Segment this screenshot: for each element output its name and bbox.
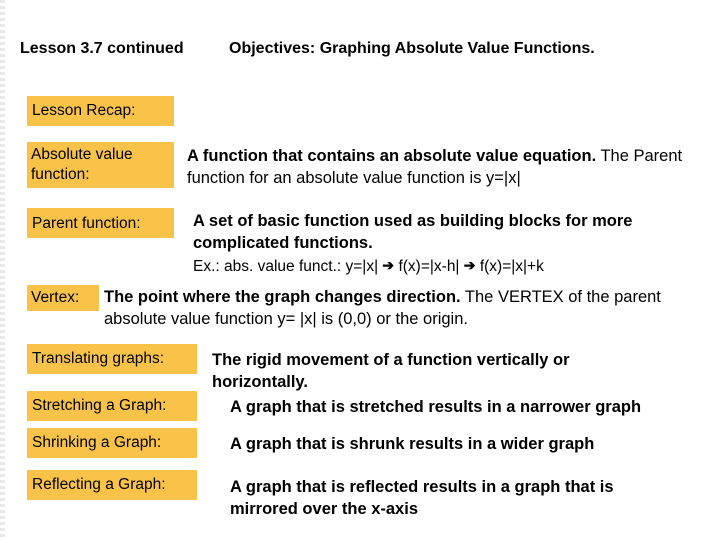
arrow-right-icon: ➔ bbox=[463, 257, 476, 273]
stretching-label: Stretching a Graph: bbox=[27, 391, 197, 421]
lesson-recap-label: Lesson Recap: bbox=[27, 96, 174, 126]
absolute-value-definition bbox=[187, 145, 707, 189]
shrinking-label: Shrinking a Graph: bbox=[27, 428, 197, 458]
arrow-right-icon: ➔ bbox=[382, 257, 395, 273]
parent-function-example bbox=[193, 254, 693, 278]
parent-function-label: Parent function: bbox=[27, 208, 174, 238]
parent-function-definition bbox=[193, 210, 693, 278]
reflecting-label: Reflecting a Graph: bbox=[27, 470, 197, 500]
vertex-def-bold: The point where the graph changes direction. bbox=[104, 288, 461, 306]
translating-label: Translating graphs: bbox=[27, 344, 197, 374]
reflecting-definition: A graph that is reflected results in a graph that is mirrored over the x-axis bbox=[230, 478, 614, 518]
decorative-border bbox=[0, 0, 5, 540]
vertex-definition bbox=[104, 286, 694, 330]
lesson-title: Lesson 3.7 continued bbox=[20, 40, 184, 57]
vertex-label: Vertex: bbox=[27, 285, 99, 311]
shrinking-definition: A graph that is shrunk results in a wider graph bbox=[230, 435, 595, 453]
absolute-value-label: Absolute value function: bbox=[27, 142, 174, 188]
example-part2: f(x)=|x-h| bbox=[394, 258, 464, 275]
example-prefix: Ex.: abs. value funct.: y=|x| bbox=[193, 258, 383, 275]
parent-function-def-bold: A set of basic function used as building blocks for more complicated functions. bbox=[193, 212, 633, 252]
stretching-definition: A graph that is stretched results in a narrower graph bbox=[230, 398, 642, 416]
objectives-title: Objectives: Graphing Absolute Value Functions. bbox=[229, 40, 595, 57]
absolute-value-def-rest: The Parent function for an absolute value function is y=|x| bbox=[187, 147, 683, 187]
vertex-def-rest: The VERTEX of the parent absolute value function y= |x| is (0,0) or the origin. bbox=[104, 288, 661, 328]
example-part3: f(x)=|x|+k bbox=[475, 258, 544, 275]
translating-definition: The rigid movement of a function vertically or horizontally. bbox=[212, 351, 570, 391]
absolute-value-def-bold: A function that contains an absolute value equation. bbox=[187, 147, 597, 165]
